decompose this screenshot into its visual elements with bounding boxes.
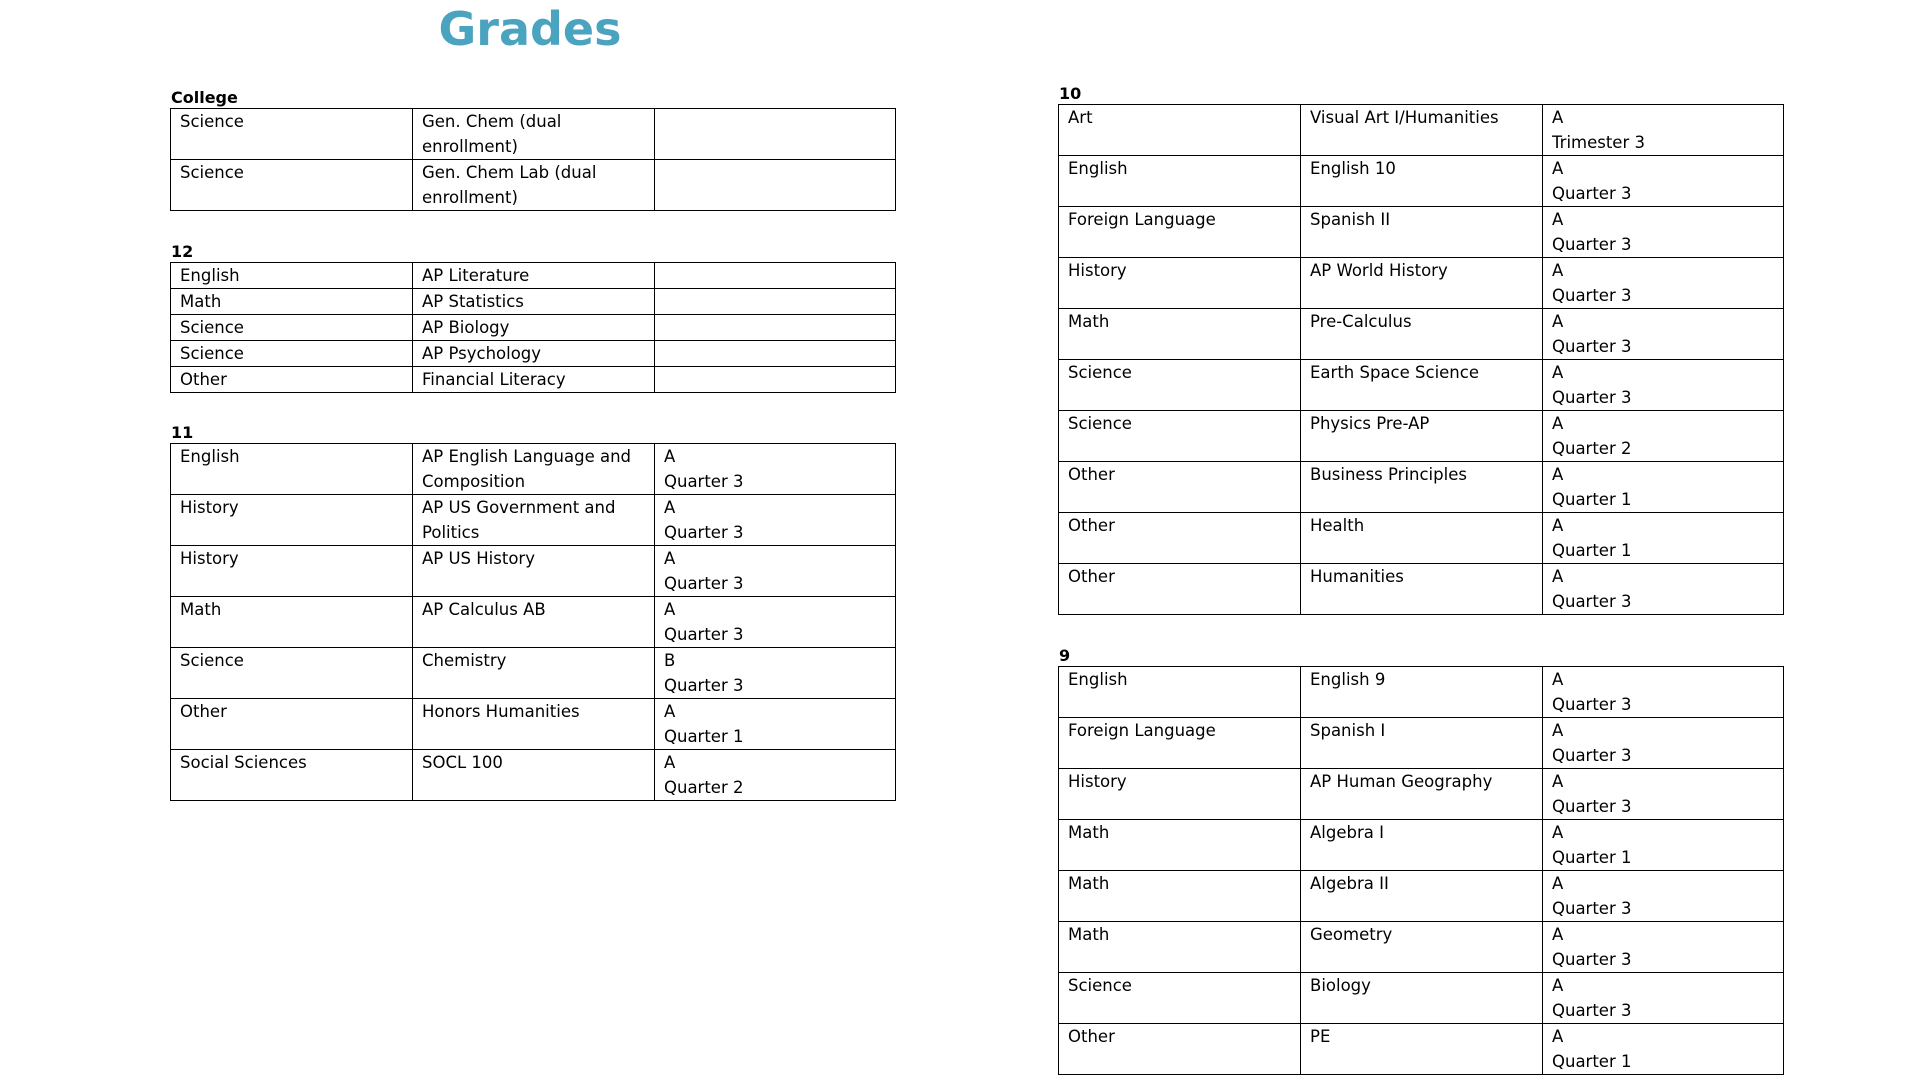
table-row	[171, 546, 896, 597]
grades-table-9	[1058, 666, 1784, 1075]
grade-letter: A	[1552, 823, 1564, 842]
grade-letter: A	[664, 549, 676, 568]
subject-cell: History	[171, 546, 413, 597]
course-cell: AP US History	[413, 546, 655, 597]
course-cell: SOCL 100	[413, 750, 655, 801]
table-row	[171, 648, 896, 699]
subject-cell: Art	[1059, 105, 1301, 156]
course-cell: Physics Pre-AP	[1301, 411, 1543, 462]
course-cell: AP Psychology	[413, 341, 655, 367]
grade-term: Quarter 3	[1552, 235, 1632, 254]
grade-term: Quarter 1	[1552, 541, 1632, 560]
grade-cell	[655, 341, 896, 367]
course-cell: Financial Literacy	[413, 367, 655, 393]
grades-table-11	[170, 443, 896, 801]
course-cell: Algebra II	[1301, 871, 1543, 922]
subject-cell: Other	[171, 699, 413, 750]
section-heading: 10	[1059, 84, 1082, 103]
course-cell: Algebra I	[1301, 820, 1543, 871]
subject-cell: Foreign Language	[1059, 207, 1301, 258]
table-row	[1059, 667, 1784, 718]
table-row	[171, 289, 896, 315]
grades-table-10	[1058, 104, 1784, 615]
table-body	[171, 263, 896, 393]
grade-cell	[1543, 309, 1784, 360]
course-cell: Gen. Chem (dual enrollment)	[413, 109, 655, 160]
subject-cell: History	[1059, 258, 1301, 309]
grade-term: Quarter 3	[1552, 337, 1632, 356]
table-row	[171, 597, 896, 648]
section-heading: 12	[171, 242, 194, 261]
grade-term: Quarter 3	[1552, 695, 1632, 714]
table-row	[1059, 462, 1784, 513]
table-row	[1059, 922, 1784, 973]
subject-cell: History	[171, 495, 413, 546]
subject-cell: Science	[171, 648, 413, 699]
table-row	[171, 263, 896, 289]
grade-term: Quarter 3	[1552, 899, 1632, 918]
section-grade-10	[1058, 84, 1784, 615]
grade-term: Quarter 3	[1552, 592, 1632, 611]
subject-cell: Other	[1059, 1024, 1301, 1075]
course-cell: Pre-Calculus	[1301, 309, 1543, 360]
section-college	[170, 88, 896, 211]
subject-cell: Other	[1059, 564, 1301, 615]
course-cell: English 10	[1301, 156, 1543, 207]
subject-cell: Science	[1059, 360, 1301, 411]
grade-term: Quarter 3	[1552, 746, 1632, 765]
grade-term: Quarter 3	[664, 625, 744, 644]
grade-term: Quarter 3	[1552, 797, 1632, 816]
grade-cell	[655, 699, 896, 750]
grade-letter: A	[1552, 874, 1564, 893]
grade-cell	[1543, 1024, 1784, 1075]
course-cell: Biology	[1301, 973, 1543, 1024]
table-row	[171, 109, 896, 160]
course-cell: Gen. Chem Lab (dual enrollment)	[413, 160, 655, 211]
course-cell: Honors Humanities	[413, 699, 655, 750]
subject-cell: Other	[171, 367, 413, 393]
table-row	[171, 367, 896, 393]
grade-term: Quarter 2	[1552, 439, 1632, 458]
course-cell: AP World History	[1301, 258, 1543, 309]
table-row	[1059, 871, 1784, 922]
subject-cell: English	[171, 263, 413, 289]
subject-cell: Other	[1059, 462, 1301, 513]
subject-cell: Math	[1059, 871, 1301, 922]
subject-cell: Math	[1059, 922, 1301, 973]
course-cell: Chemistry	[413, 648, 655, 699]
table-body	[171, 444, 896, 801]
grade-letter: A	[1552, 516, 1564, 535]
grade-letter: A	[1552, 925, 1564, 944]
grade-term: Quarter 3	[1552, 1001, 1632, 1020]
table-row	[171, 341, 896, 367]
course-cell: Health	[1301, 513, 1543, 564]
grade-letter: A	[1552, 465, 1564, 484]
table-row	[1059, 973, 1784, 1024]
grade-letter: A	[1552, 976, 1564, 995]
grade-cell	[1543, 411, 1784, 462]
course-cell: AP Literature	[413, 263, 655, 289]
table-row	[171, 495, 896, 546]
grade-cell	[655, 750, 896, 801]
grade-letter: A	[1552, 159, 1564, 178]
grade-cell	[655, 648, 896, 699]
course-cell: Geometry	[1301, 922, 1543, 973]
grade-cell	[1543, 258, 1784, 309]
grade-cell	[1543, 667, 1784, 718]
table-row	[1059, 718, 1784, 769]
grade-term: Trimester 3	[1552, 133, 1645, 152]
course-cell: Humanities	[1301, 564, 1543, 615]
subject-cell: Math	[1059, 309, 1301, 360]
grade-term: Quarter 3	[1552, 950, 1632, 969]
table-row	[171, 160, 896, 211]
subject-cell: English	[1059, 156, 1301, 207]
grade-term: Quarter 1	[1552, 848, 1632, 867]
subject-cell: English	[1059, 667, 1301, 718]
table-row	[1059, 1024, 1784, 1075]
course-cell: Visual Art I/Humanities	[1301, 105, 1543, 156]
grades-table-12	[170, 262, 896, 393]
subject-cell: Other	[1059, 513, 1301, 564]
grade-term: Quarter 1	[1552, 1052, 1632, 1071]
grade-cell	[655, 367, 896, 393]
grade-letter: A	[664, 702, 676, 721]
page-title: Grades	[438, 2, 622, 56]
table-row	[1059, 769, 1784, 820]
table-body	[171, 109, 896, 211]
subject-cell: Math	[1059, 820, 1301, 871]
table-body	[1059, 667, 1784, 1075]
course-cell: Spanish I	[1301, 718, 1543, 769]
subject-cell: Science	[171, 341, 413, 367]
course-cell: AP Statistics	[413, 289, 655, 315]
grade-letter: A	[664, 447, 676, 466]
table-row	[1059, 309, 1784, 360]
grade-letter: A	[1552, 567, 1564, 586]
subject-cell: Science	[171, 160, 413, 211]
grade-letter: A	[1552, 210, 1564, 229]
section-grade-12	[170, 242, 896, 393]
course-cell: AP Human Geography	[1301, 769, 1543, 820]
subject-cell: Social Sciences	[171, 750, 413, 801]
grade-letter: A	[1552, 1027, 1564, 1046]
grade-letter: A	[1552, 108, 1564, 127]
grade-cell	[1543, 973, 1784, 1024]
grade-letter: A	[1552, 721, 1564, 740]
grade-cell	[655, 546, 896, 597]
table-row	[1059, 411, 1784, 462]
grade-cell	[1543, 105, 1784, 156]
grade-cell	[1543, 156, 1784, 207]
table-row	[1059, 258, 1784, 309]
grade-cell	[655, 109, 896, 160]
table-row	[1059, 820, 1784, 871]
course-cell: AP English Language and Composition	[413, 444, 655, 495]
grade-term: Quarter 3	[1552, 286, 1632, 305]
course-cell: PE	[1301, 1024, 1543, 1075]
grade-letter: A	[664, 498, 676, 517]
grade-letter: B	[664, 651, 676, 670]
grade-term: Quarter 3	[664, 676, 744, 695]
grade-letter: A	[664, 753, 676, 772]
grade-term: Quarter 3	[1552, 388, 1632, 407]
grade-cell	[1543, 718, 1784, 769]
grade-cell	[1543, 769, 1784, 820]
grades-table-college	[170, 108, 896, 211]
grade-cell	[655, 315, 896, 341]
grade-cell	[655, 289, 896, 315]
section-heading: 11	[171, 423, 194, 442]
grade-cell	[1543, 513, 1784, 564]
subject-cell: Science	[171, 315, 413, 341]
table-body	[1059, 105, 1784, 615]
grade-term: Quarter 3	[664, 523, 744, 542]
course-cell: Earth Space Science	[1301, 360, 1543, 411]
grade-cell	[1543, 820, 1784, 871]
subject-cell: History	[1059, 769, 1301, 820]
table-row	[1059, 105, 1784, 156]
table-row	[171, 699, 896, 750]
table-row	[171, 444, 896, 495]
grade-cell	[655, 597, 896, 648]
course-cell: Spanish II	[1301, 207, 1543, 258]
grade-cell	[1543, 462, 1784, 513]
grade-letter: A	[1552, 312, 1564, 331]
course-cell: AP Biology	[413, 315, 655, 341]
grade-letter: A	[1552, 261, 1564, 280]
grade-cell	[655, 495, 896, 546]
grade-term: Quarter 3	[664, 472, 744, 491]
grade-letter: A	[664, 600, 676, 619]
grade-letter: A	[1552, 363, 1564, 382]
grade-term: Quarter 1	[1552, 490, 1632, 509]
course-cell: Business Principles	[1301, 462, 1543, 513]
grade-cell	[655, 444, 896, 495]
table-row	[171, 315, 896, 341]
section-heading: College	[171, 88, 238, 107]
section-grade-11	[170, 423, 896, 801]
table-row	[1059, 564, 1784, 615]
table-row	[1059, 207, 1784, 258]
subject-cell: English	[171, 444, 413, 495]
grade-cell	[1543, 871, 1784, 922]
course-cell: English 9	[1301, 667, 1543, 718]
table-row	[171, 750, 896, 801]
subject-cell: Science	[171, 109, 413, 160]
table-row	[1059, 360, 1784, 411]
subject-cell: Science	[1059, 411, 1301, 462]
grade-term: Quarter 3	[664, 574, 744, 593]
grade-term: Quarter 3	[1552, 184, 1632, 203]
section-heading: 9	[1059, 646, 1071, 665]
subject-cell: Math	[171, 289, 413, 315]
grade-cell	[1543, 360, 1784, 411]
subject-cell: Science	[1059, 973, 1301, 1024]
table-row	[1059, 156, 1784, 207]
subject-cell: Math	[171, 597, 413, 648]
course-cell: AP Calculus AB	[413, 597, 655, 648]
grade-letter: A	[1552, 670, 1564, 689]
grade-term: Quarter 1	[664, 727, 744, 746]
grade-cell	[1543, 564, 1784, 615]
subject-cell: Foreign Language	[1059, 718, 1301, 769]
grade-term: Quarter 2	[664, 778, 744, 797]
section-grade-9	[1058, 646, 1784, 1075]
table-row	[1059, 513, 1784, 564]
grade-cell	[655, 160, 896, 211]
course-cell: AP US Government and Politics	[413, 495, 655, 546]
grade-cell	[1543, 922, 1784, 973]
grade-letter: A	[1552, 414, 1564, 433]
grade-letter: A	[1552, 772, 1564, 791]
grade-cell	[655, 263, 896, 289]
grade-cell	[1543, 207, 1784, 258]
